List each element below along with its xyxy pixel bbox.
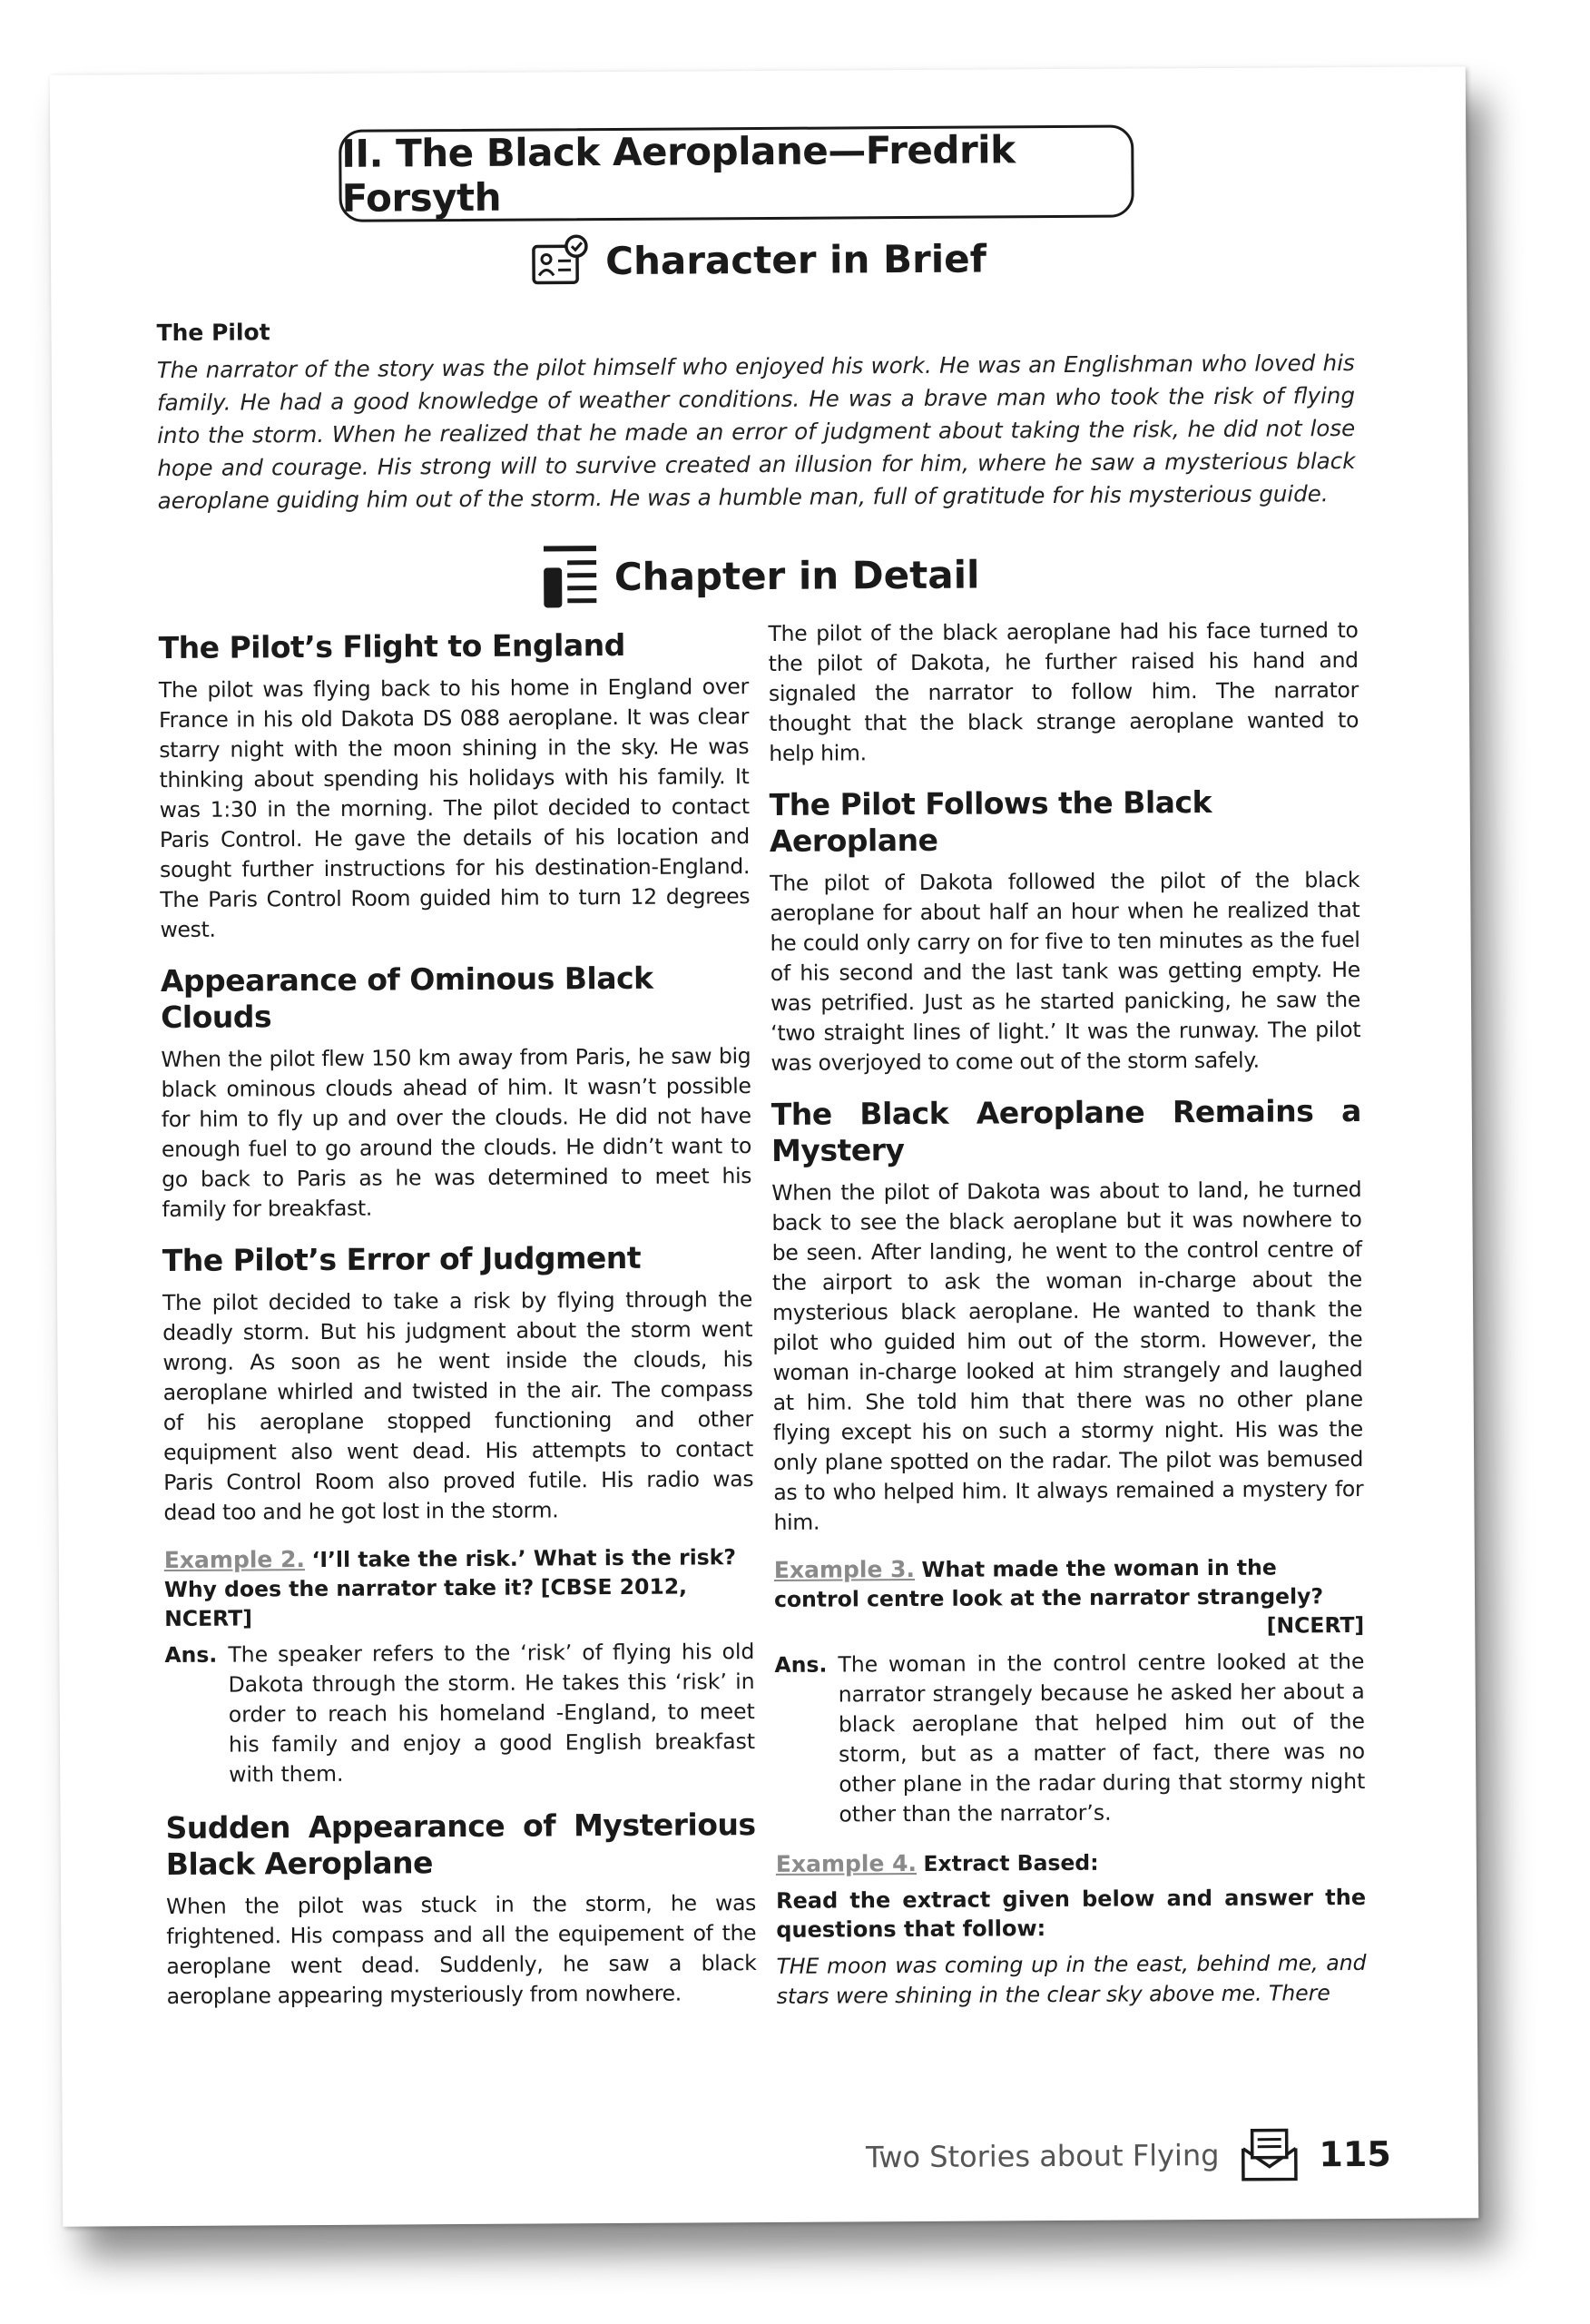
chapter-title: II. The Black Aeroplane—Fredrik Forsyth	[341, 127, 1016, 221]
example-answer	[164, 1637, 755, 1790]
extract-text: THE moon was coming up in the east, behind me, and stars were shining in the clear sky above me. There	[776, 1949, 1367, 2009]
chapter-detail-heading	[53, 538, 1468, 613]
page-footer	[866, 2126, 1391, 2186]
character-description: The narrator of the story was the pilot himself who enjoyed his work. He was an Englishman who loved his family. He had a good knowledge of weather conditions. He was a brave man who took the risk of flying into the storm. When he realized that he made an error of judgment about taking the risk, he did not lose hope and courage. His strong will to survive created an illusion for him, where he saw a mysterious black aeroplane guiding him out of the storm. He was a humble man, full of gratitude for his mysterious guide.	[156, 350, 1356, 515]
example-question-text: ‘I’ll take the risk.’ What is the risk? Why does the narrator take it?	[163, 1544, 737, 1603]
answer-label: Ans.	[774, 1651, 828, 1678]
answer-text: The woman in the control centre looked at the narrator strangely because he asked her about a black aeroplane that helped him out of the storm, but as a matter of fact, there was no other plane in the radar during that stormy night other than the narrator’s.	[838, 1648, 1366, 1827]
example-source-tag: [NCERT]	[1266, 1611, 1365, 1639]
answer-label: Ans.	[164, 1641, 218, 1669]
section-text: When the pilot of Dakota was about to land, he turned back to see the black aeroplane but it was nowhere to be seen. After landing, he went to the control centre of the airport to ask the woman in-charge about the mysterious black aeroplane. He wanted to thank the pilot who guided him out of the storm. However, the woman in-charge looked at him strangely and laughed at him. She told him that there was no other plane flying except his on such a stormy night. His was the only plane spotted on the radar. The pilot was bemused as to who helped him. It always remained a mystery for him.	[771, 1176, 1364, 1535]
section-text: The pilot decided to take a risk by flying through the deadly storm. But his judgment about the storm went wrong. As soon as he went inside the clouds, his aeroplane whirled and twisted in the air. The compass of his aeroplane stopped functioning and other equipment also went dead. His attempts to contact Paris Control Room also proved futile. His radio was dead too and he got lost in the storm.	[162, 1286, 754, 1526]
example-source-tag: [CBSE 2012, NCERT]	[164, 1573, 688, 1632]
example-question	[776, 1846, 1366, 1879]
section-title: The Pilot Follows the Black Aeroplane	[769, 783, 1212, 859]
answer-text: The speaker refers to the ‘risk’ of flying his old Dakota through the storm. He takes this ‘risk’ in order to reach his homeland -England, to meet his family and enjoy a good English breakfast with them.	[228, 1639, 756, 1787]
chapter-detail-heading-text: Chapter in Detail	[613, 552, 980, 599]
id-card-check-icon	[531, 233, 589, 288]
character-heading-text: Character in Brief	[605, 235, 987, 283]
footer-chapter-title: Two Stories about Flying	[865, 2137, 1220, 2175]
character-heading	[51, 228, 1467, 291]
character-name: The Pilot	[156, 319, 270, 347]
section-text: When the pilot was stuck in the storm, he was frightened. His compass and all the equipement of the aeroplane went dead. Suddenly, he saw a black aeroplane appearing mysteriously from nowhere.	[166, 1890, 757, 2010]
page-number: 115	[1319, 2133, 1391, 2175]
section-title: The Black Aeroplane Remains a Mystery	[770, 1092, 1361, 1168]
example-label: Example 2.	[163, 1546, 305, 1574]
section-text: When the pilot flew 150 km away from Paris, he saw big black ominous clouds ahead of him. It wasn’t possible for him to fly up and over the clouds. He did not have enough fuel to go around the clouds. He didn’t want to go back to Paris as he was determined to meet his family for breakfast.	[161, 1043, 752, 1223]
example-question-text: Extract Based:	[923, 1849, 1099, 1876]
example-label: Example 4.	[775, 1849, 918, 1877]
right-column	[768, 615, 1366, 2012]
section-text: The pilot of the black aeroplane had his face turned to the pilot of Dakota, he further raised his hand and signaled the narrator to follow him. The narrator thought that the black strange aeroplane wanted to help him.	[768, 616, 1359, 766]
section-title: Appearance of Ominous Black Clouds	[160, 960, 653, 1036]
example-question-text: What made the woman in the control centre look at the narrator strangely?	[773, 1554, 1324, 1612]
envelope-icon	[1239, 2126, 1299, 2182]
section-title: The Pilot’s Flight to England	[158, 626, 625, 666]
section-text: The pilot of Dakota followed the pilot of the black aeroplane for about half an hour when he realized that he could only carry on for five to ten minutes as the fuel of his second and the last tank was getting empty. He was petrified. Just as he started panicking, he saw the ‘two straight lines of light.’ It was the runway. The pilot was overjoyed to come out of the storm safely.	[770, 866, 1361, 1076]
section-title: The Pilot’s Error of Judgment	[162, 1239, 642, 1279]
extract-instruction: Read the extract given below and answer the questions that follow:	[775, 1884, 1367, 1943]
example-question	[164, 1542, 755, 1633]
example-question	[774, 1552, 1365, 1643]
example-label: Example 3.	[773, 1555, 916, 1583]
chapter-title-box	[339, 124, 1134, 222]
section-title: Sudden Appearance of Mysterious Black Aeroplane	[165, 1807, 756, 1883]
document-lines-icon	[542, 544, 598, 609]
section-text: The pilot was flying back to his home in England over France in his old Dakota DS 088 aeroplane. It was clear starry night with the moon shining in the sky. He was thinking about spending his holidays with his family. It was 1:30 in the morning. The pilot decided to contact Paris Control. He gave the details of his location and sought further instructions for his destination-England. The Paris Control Room guided him to turn 12 degrees west.	[158, 674, 751, 943]
left-column	[159, 626, 757, 2030]
example-answer	[774, 1647, 1365, 1830]
book-page	[50, 66, 1478, 2226]
